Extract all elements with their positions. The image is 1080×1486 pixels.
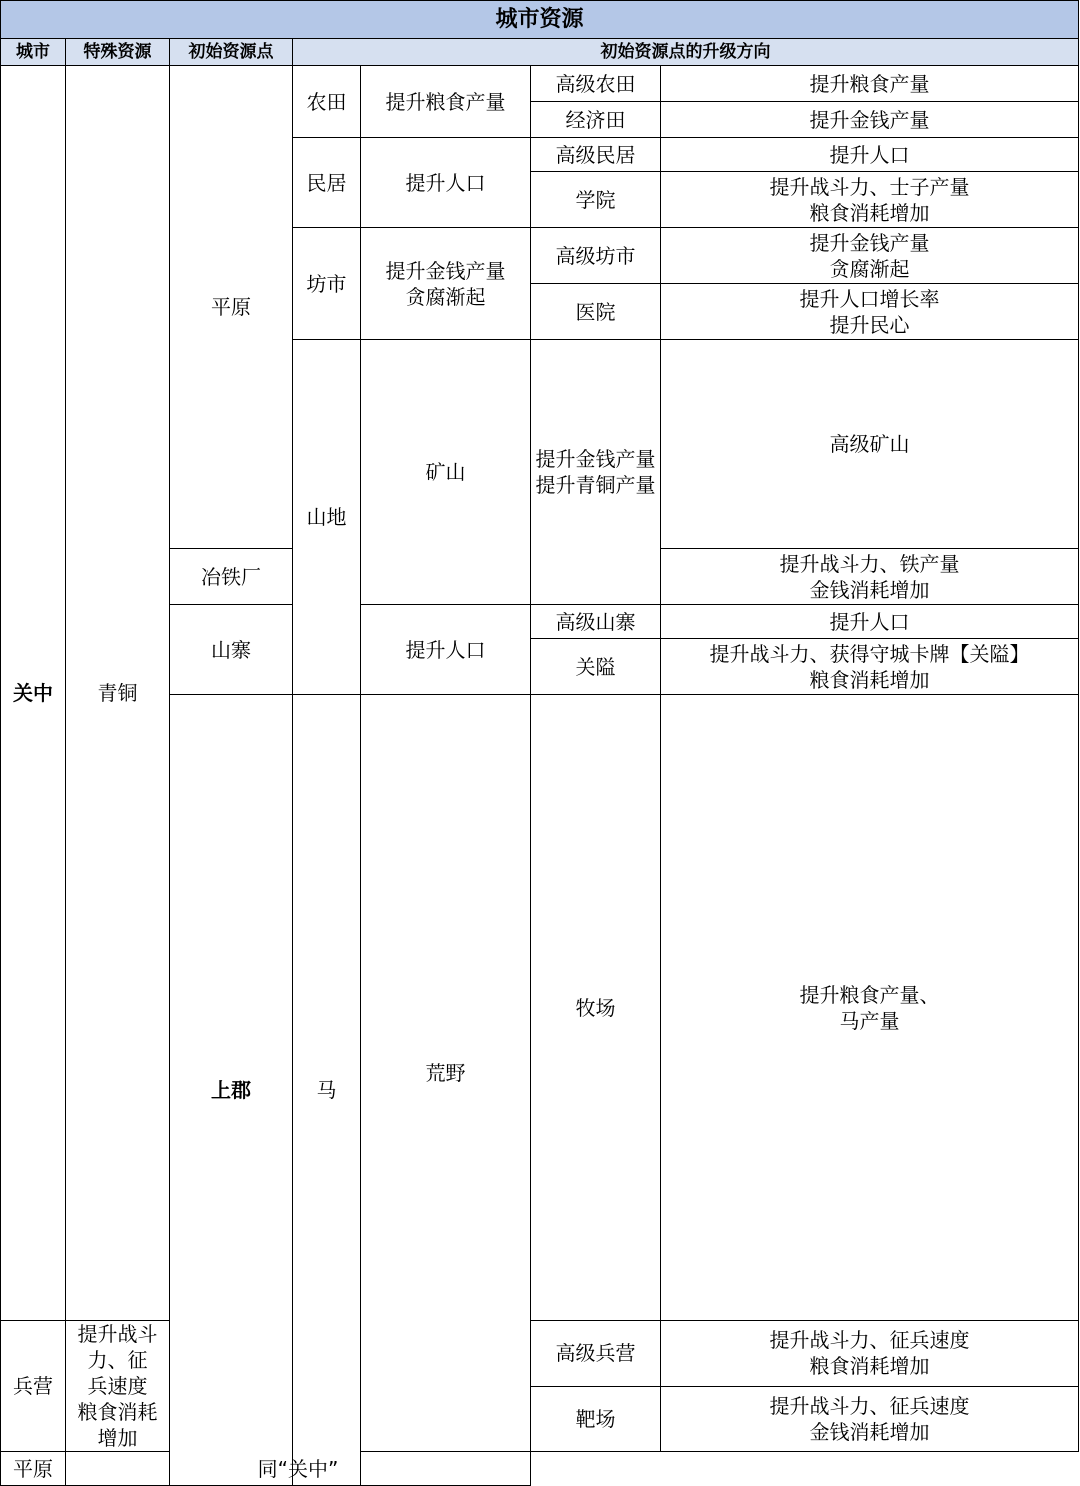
effect-line: 提升人口增长率 (799, 286, 940, 311)
building-shanzhai-effect (361, 605, 531, 695)
special-resource-bronze: 青铜 (66, 66, 170, 1321)
building-shanzhai: 山寨 (170, 605, 293, 695)
upgrade-gaoji-kuangshan: 高级矿山 (661, 340, 1079, 549)
header-upgrade-direction: 初始资源点的升级方向 (293, 39, 1079, 66)
building-kuangshan-effect (531, 340, 661, 605)
table-title: 城市资源 (1, 1, 1079, 39)
effect-line: 提升金钱产量 (809, 107, 930, 132)
effect-line: 粮食消耗增加 (809, 200, 930, 225)
effect-line: 提升人口 (829, 142, 910, 167)
effect-line: 金钱消耗增加 (809, 1419, 930, 1444)
header-city: 城市 (1, 39, 66, 66)
building-fangshi: 坊市 (293, 228, 361, 340)
effect-line: 粮食消耗增加 (809, 667, 930, 692)
effect-line: 提升金钱产量 (535, 447, 656, 471)
building-fangshi-effect (361, 228, 531, 340)
effect-line: 提升战斗力、铁产量 (779, 551, 960, 576)
upgrade-bachang-effect (661, 1386, 1079, 1452)
effect-line: 提升战斗力、获得守城卡牌【关隘】 (709, 641, 1030, 666)
effect-line: 提升金钱产量 (385, 258, 506, 283)
upgrade-gaoji-shanzhai: 高级山寨 (531, 605, 661, 639)
building-kuangshan: 矿山 (361, 340, 531, 605)
upgrade-gaoji-fangshi-effect (661, 228, 1079, 284)
effect-line: 贪腐渐起 (829, 256, 910, 281)
header-initial-resource-point: 初始资源点 (170, 39, 293, 66)
effect-line: 提升战斗力、征 (77, 1322, 158, 1372)
effect-line: 贪腐渐起 (405, 284, 486, 309)
building-minju-effect (361, 138, 531, 228)
upgrade-yetiechang: 冶铁厂 (170, 549, 293, 605)
city-guanzhong: 关中 (1, 66, 66, 1321)
building-muchang-effect (661, 695, 1079, 1321)
terrain-pingyuan: 平原 (170, 66, 293, 549)
building-bingying-effect (66, 1321, 170, 1452)
effect-line: 提升金钱产量 (809, 230, 930, 255)
header-special-resource: 特殊资源 (66, 39, 170, 66)
terrain-shandi: 山地 (293, 340, 361, 695)
upgrade-gaoji-nongtian: 高级农田 (531, 66, 661, 102)
upgrade-gaoji-bingying: 高级兵营 (531, 1321, 661, 1387)
effect-line: 金钱消耗增加 (809, 577, 930, 602)
effect-line: 粮食消耗增加 (809, 1354, 930, 1379)
effect-line: 提升人口 (829, 609, 910, 634)
effect-line: 提升人口 (405, 170, 486, 195)
upgrade-yiyuan: 医院 (531, 284, 661, 340)
building-nongtian: 农田 (293, 66, 361, 138)
building-muchang: 牧场 (531, 695, 661, 1321)
upgrade-gaoji-fangshi: 高级坊市 (531, 228, 661, 284)
effect-line: 粮食消耗增加 (77, 1400, 158, 1450)
upgrade-gaoji-nongtian-effect (661, 66, 1079, 102)
upgrade-gaoji-bingying-effect (661, 1321, 1079, 1387)
upgrade-bachang: 靶场 (531, 1386, 661, 1452)
effect-line: 马产量 (839, 1008, 900, 1033)
effect-line: 提升粮食产量、 (799, 982, 940, 1007)
upgrade-gaoji-minju-effect (661, 138, 1079, 172)
building-nongtian-effect (361, 66, 531, 138)
building-bingying: 兵营 (1, 1321, 66, 1452)
effect-line: 提升战斗力、征兵速度 (769, 1393, 970, 1418)
terrain-huangye: 荒野 (361, 695, 531, 1452)
upgrade-guanai-effect (661, 639, 1079, 695)
effect-line: 提升青铜产量 (535, 473, 656, 497)
upgrade-gaoji-minju: 高级民居 (531, 138, 661, 172)
upgrade-xueyuan-effect (661, 172, 1079, 228)
building-minju: 民居 (293, 138, 361, 228)
upgrade-gaoji-shanzhai-effect (661, 605, 1079, 639)
upgrade-guanai: 关隘 (531, 639, 661, 695)
effect-line: 提升粮食产量 (809, 71, 930, 96)
effect-line: 提升粮食产量 (385, 89, 506, 114)
city-shangjun: 上郡 (170, 695, 293, 1486)
effect-line: 兵速度 (87, 1374, 148, 1398)
same-as-guanzhong-note: 同“关中” (66, 1452, 531, 1486)
upgrade-jijitian: 经济田 (531, 102, 661, 138)
effect-line: 提升战斗力、征兵速度 (769, 1328, 970, 1353)
upgrade-jijitian-effect (661, 102, 1079, 138)
effect-line: 提升民心 (829, 312, 910, 337)
special-resource-horse: 马 (293, 695, 361, 1486)
upgrade-xueyuan: 学院 (531, 172, 661, 228)
upgrade-yiyuan-effect (661, 284, 1079, 340)
terrain-pingyuan-shangjun: 平原 (1, 1452, 66, 1486)
effect-line: 提升战斗力、士子产量 (769, 174, 970, 199)
upgrade-yetiechang-effect (661, 549, 1079, 605)
effect-line: 提升人口 (405, 637, 486, 662)
